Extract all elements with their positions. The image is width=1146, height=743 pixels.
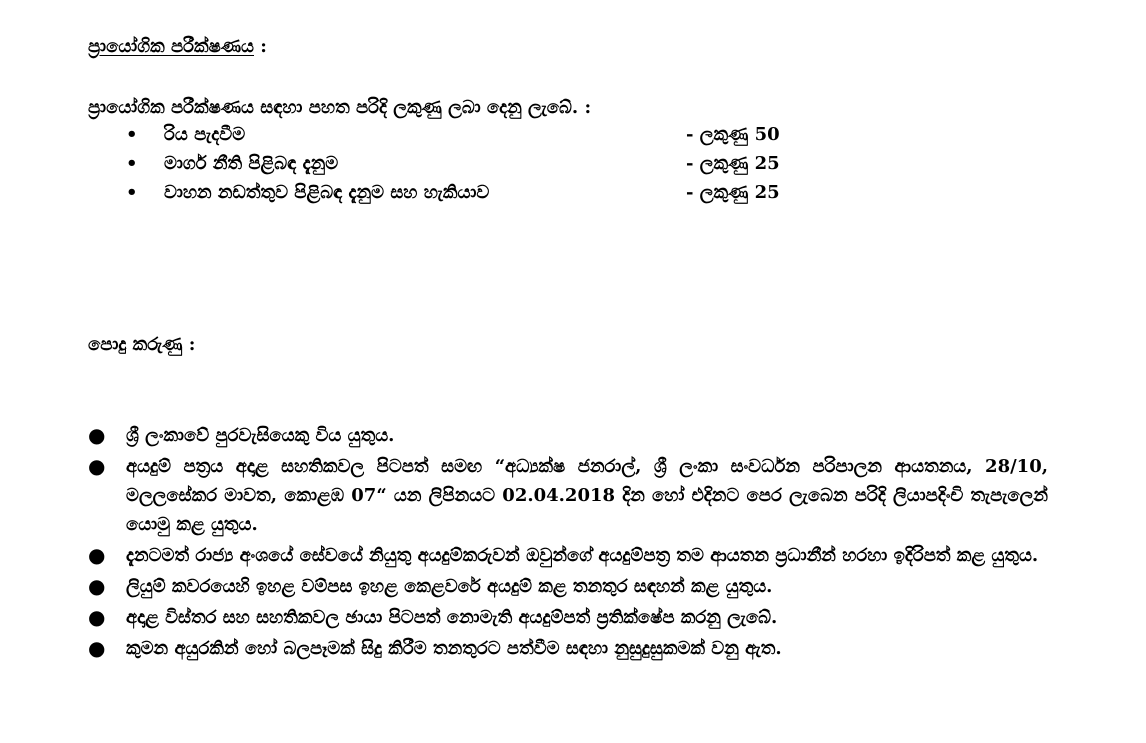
mark-score: - ලකුණු 25 xyxy=(686,153,780,174)
mark-label: රිය පැදවීම xyxy=(164,124,246,145)
bullet-icon: • xyxy=(126,153,138,174)
practical-exam-heading-text: ප්‍රායෝගික පරීක්ෂණය xyxy=(88,36,254,57)
practical-exam-intro: ප්‍රායෝගික පරීක්ෂණය සඳහා පහත පරිදි ලකුණු ලබා දෙනු ලැබේ. : xyxy=(88,97,592,118)
practical-exam-heading xyxy=(88,36,267,57)
bullet-icon: • xyxy=(126,182,138,203)
marks-list xyxy=(126,124,826,211)
mark-score: - ලකුණු 25 xyxy=(686,182,780,203)
list-item-text: අයදුම් පත්‍රය අදාළ සහතිකවල පිටපත් සමඟ “අධ්‍යක්ෂ ජනරාල්, ශ්‍රී ලංකා සංවර්ධන පරිපාලන ආයතනය, 28/10, මලලසේකර මාවත, කොළඹ 07“ යන ලිපිනයට 02.04.2018 දින හෝ එදිනට පෙර ලැබෙන පරිදි ලියාපදිංචි තැපැලෙන් යොමු කළ යුතුය. xyxy=(126,456,1048,535)
list-item-text: ශ්‍රී ලංකාවේ පුරවැසියෙකු විය යුතුය. xyxy=(126,425,395,446)
practical-exam-heading-colon: : xyxy=(254,36,267,57)
bullet-icon: ● xyxy=(88,574,106,598)
bullet-icon: • xyxy=(126,124,138,145)
mark-label: මාර්ග නීති පිළිබඳ දැනුම xyxy=(164,153,339,174)
mark-label: වාහන නඩත්තුව පිළිබඳ දැනුම සහ හැකියාව xyxy=(164,182,490,203)
mark-row-driving xyxy=(126,124,826,153)
mark-row-road-rules xyxy=(126,153,826,182)
bullet-icon: ● xyxy=(88,636,106,660)
list-item-text: කුමන අයුරකින් හෝ බලපෑමක් සිදු කිරීම තනතුරට පත්වීම සඳහා නුසුදුසුකමක් වනු ඇත. xyxy=(126,638,782,659)
list-item xyxy=(88,452,1048,539)
general-heading: පොදු කරුණු : xyxy=(88,334,196,355)
list-item xyxy=(88,541,1048,570)
list-item xyxy=(88,634,1048,663)
list-item-text: ලියුම් කවරයෙහි ඉහළ වම්පස ඉහළ කෙළවරේ අයදුම් කළ තනතුර සඳහන් කළ යුතුය. xyxy=(126,576,773,597)
list-item-text: දැනටමත් රාජ්‍ය අංශයේ සේවයේ නියුතු අයදුම්කරුවන් ඔවුන්ගේ අයදුම්පත්‍ර තම ආයතන ප්‍රධානීන් හරහා ඉදිරිපත් කළ යුතුය. xyxy=(126,545,1039,566)
list-item xyxy=(88,603,1048,632)
bullet-icon: ● xyxy=(88,423,106,447)
bullet-icon: ● xyxy=(88,605,106,629)
bullet-icon: ● xyxy=(88,543,106,567)
mark-row-maintenance xyxy=(126,182,826,211)
bullet-icon: ● xyxy=(88,454,106,478)
list-item-text: අදාළ විස්තර සහ සහතිකවල ඡායා පිටපත් නොමැති අයදුම්පත් ප්‍රතික්ෂේප කරනු ලැබේ. xyxy=(126,607,778,628)
general-list xyxy=(88,421,1048,665)
mark-score: - ලකුණු 50 xyxy=(686,124,780,145)
list-item xyxy=(88,421,1048,450)
list-item xyxy=(88,572,1048,601)
